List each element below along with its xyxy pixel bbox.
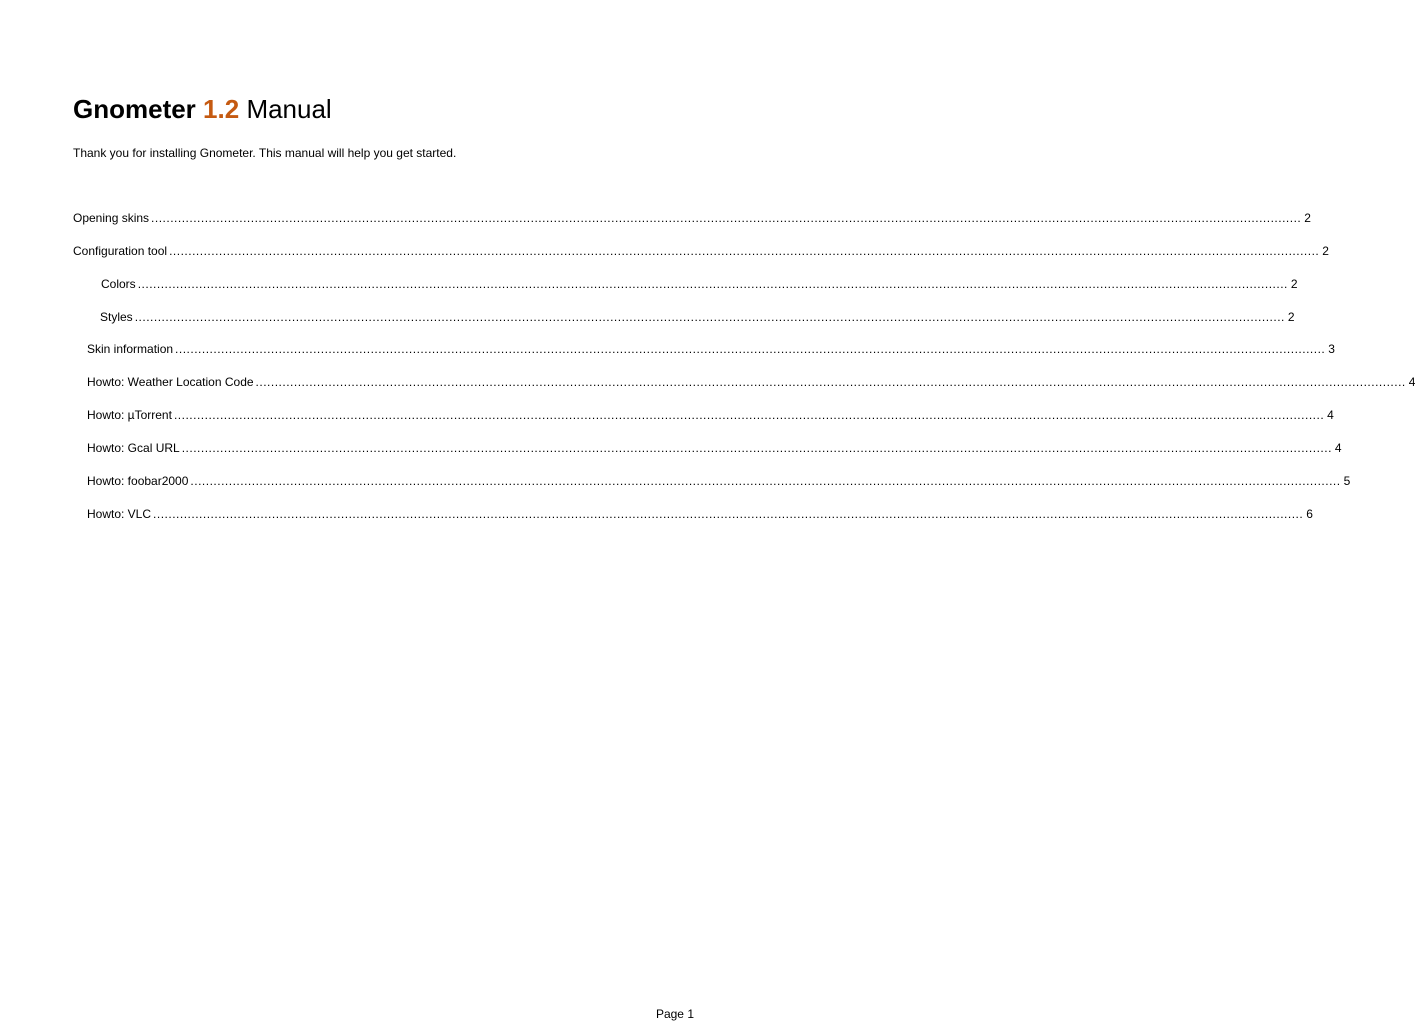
toc-entry-label: Opening skins — [73, 211, 150, 225]
toc-entry-colors[interactable] — [101, 276, 1298, 292]
toc-entry-page: 4 — [1408, 375, 1415, 389]
title-version: 1.2 — [203, 94, 240, 124]
toc-leader-dots: ............................................................................................................................................................................................................................................................................................................ — [137, 277, 1288, 291]
toc-entry-page: 2 — [1287, 310, 1295, 324]
toc-entry-howto-weather[interactable] — [87, 374, 1415, 390]
toc-leader-dots: ............................................................................................................................................................................................................................................................................................................ — [134, 310, 1285, 324]
toc-entry-howto-vlc[interactable] — [87, 506, 1313, 522]
title-product-name: Gnometer — [73, 94, 196, 124]
toc-entry-label: Howto: Gcal URL — [87, 441, 180, 455]
toc-entry-page: 4 — [1334, 441, 1342, 455]
page-number: Page 1 — [655, 1007, 694, 1021]
toc-entry-page: 2 — [1290, 277, 1298, 291]
title-suffix: Manual — [246, 94, 332, 124]
toc-entry-page: 6 — [1306, 507, 1313, 521]
toc-entry-label: Skin information — [87, 342, 174, 356]
toc-entry-styles[interactable] — [100, 309, 1295, 325]
toc-leader-dots: ............................................................................................................................................................................................................................................................................................................ — [175, 342, 1326, 356]
toc-leader-dots: ............................................................................................................................................................................................................................................................................................................ — [190, 474, 1341, 488]
toc-entry-page: 5 — [1343, 474, 1351, 488]
toc-leader-dots: ............................................................................................................................................................................................................................................................................................................ — [255, 375, 1406, 389]
toc-entry-label: Howto: foobar2000 — [87, 474, 189, 488]
toc-leader-dots: ............................................................................................................................................................................................................................................................................................................ — [173, 408, 1325, 422]
toc-leader-dots: ............................................................................................................................................................................................................................................................................................................ — [151, 211, 1302, 225]
toc-entry-opening-skins[interactable] — [73, 210, 1311, 226]
toc-entry-page: 3 — [1328, 342, 1335, 356]
toc-entry-howto-gcal[interactable] — [87, 440, 1342, 456]
toc-leader-dots: ............................................................................................................................................................................................................................................................................................................ — [181, 441, 1332, 455]
toc-entry-label: Configuration tool — [73, 244, 168, 258]
toc-entry-page: 2 — [1322, 244, 1329, 258]
toc-entry-skin-information[interactable] — [87, 341, 1335, 357]
intro-text: Thank you for installing Gnometer. This manual will help you get started. — [73, 146, 457, 160]
toc-entry-label: Howto: Weather Location Code — [87, 375, 254, 389]
toc-entry-howto-utorrent[interactable] — [87, 407, 1334, 423]
document-title — [73, 92, 332, 126]
toc-entry-label: Styles — [100, 310, 133, 324]
toc-entry-label: Howto: VLC — [87, 507, 152, 521]
toc-entry-page: 4 — [1327, 408, 1334, 422]
toc-entry-page: 2 — [1304, 211, 1311, 225]
toc-leader-dots: ............................................................................................................................................................................................................................................................................................................ — [153, 507, 1304, 521]
toc-leader-dots: ............................................................................................................................................................................................................................................................................................................ — [169, 244, 1320, 258]
toc-entry-label: Howto: µTorrent — [87, 408, 172, 422]
toc-entry-howto-foobar[interactable] — [87, 473, 1351, 489]
toc-entry-configuration-tool[interactable] — [73, 243, 1329, 259]
toc-entry-label: Colors — [101, 277, 136, 291]
